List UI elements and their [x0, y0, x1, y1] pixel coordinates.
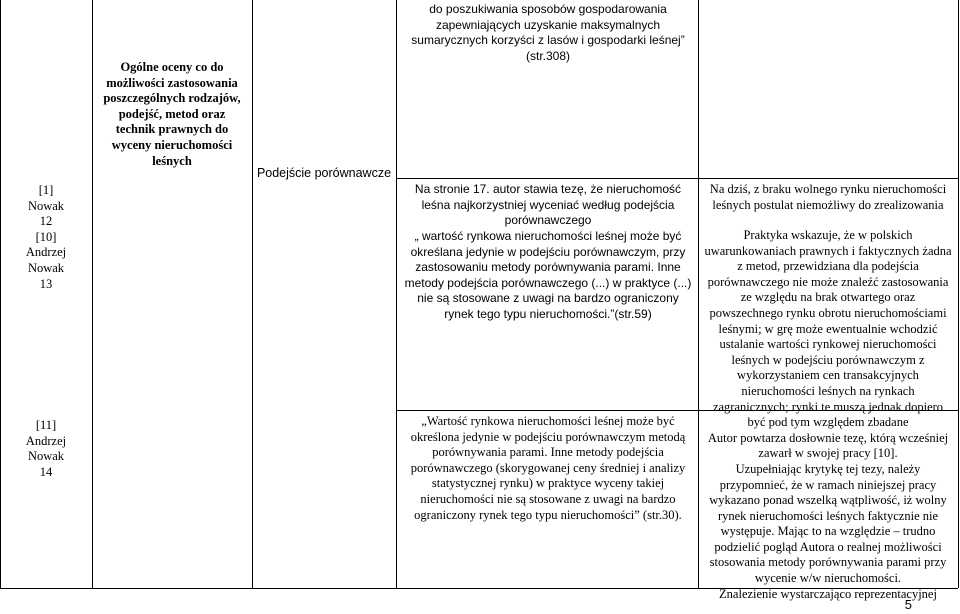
quote-bottom: „Wartość rynkowa nieruchomości leśnej może być określona jedynie w podejściu porównawczym metodą porównywania parami. Inne metody podejścia porównawczego (skorygowanej ceny średniej i analizy statystycznej rynku) w praktyce wyceny takiej nieruchomości nie są stosowane z uwagi na bardzo ograniczony rynek tego typu nieruchomości” (str.30).: [410, 414, 686, 522]
reference-line: [11]: [35, 418, 57, 432]
quote-middle: „ wartość rynkowa nieruchomości leśnej może być określana jedynie w podejściu porównawczym, przy zastosowaniu metody porównywania parami. Inne metody podejścia porównawczego (...) w praktyce (...) nie są stosowane z uwagi na bardzo ograniczony rynek tego typu nieruchomości.”(str.59): [404, 229, 692, 321]
table-column-divider: [698, 0, 699, 588]
table-border-left: [0, 0, 1, 588]
reference-line: Andrzej: [25, 433, 67, 448]
table-column-divider: [92, 0, 93, 588]
page-number: 5: [904, 597, 912, 612]
assessment-paragraph: Uzupełniając krytykę tej tezy, należy przypomnieć, że w ramach niniejszej pracy wykazano ponad wszelką wątpliwość, iż wolny rynek nieruchomości leśnych faktycznie nie występuje. Mając to na względzie – trudno podzielić pogląd Autora o realnej możliwości stosowania metody porównywania parami przy wycenie w/w nieruchomości.: [709, 461, 947, 586]
reference-line: [10]: [35, 229, 57, 244]
assessment-paragraph: Znalezienie wystarczająco reprezentacyjnej: [719, 586, 937, 601]
references-block-1: [4, 183, 88, 292]
table-row-divider: [396, 178, 958, 179]
table-column-divider: [252, 0, 253, 588]
reference-line: Andrzej: [25, 245, 67, 260]
reference-line: 14: [39, 464, 53, 479]
reference-line: [1]: [38, 183, 54, 197]
reference-line: 12: [39, 214, 53, 229]
general-assessment-heading: Ogólne oceny co do możliwości zastosowania poszczególnych rodzajów, podejść, metod oraz technik prawnych do wyceny nieruchomości leśnych: [103, 60, 241, 168]
assessment-paragraph: Praktyka wskazuje, że w polskich uwarunkowaniach prawnych i faktycznych żadna z metod, przewidziana dla podejścia porównawczego nie może znaleźć zastosowania ze względu na brak otwartego oraz powszechnego rynku obrotu nieruchomościami leśnymi; w grę może ewentualnie wchodzić ustalanie wartości rynkowej nieruchomości leśnych w podejściu porównawczym z wykorzystaniem cen transakcyjnych nieruchomości leśnych na rynkach zagranicznych; rynki te muszą jednak dopiero być pod tym względem zbadane: [704, 228, 952, 430]
reference-line: Nowak: [27, 449, 65, 464]
references-block-2: [4, 418, 88, 480]
comparative-approach-heading: Podejście porównawcze: [256, 166, 392, 180]
table-border-right: [958, 0, 959, 588]
reference-line: 13: [39, 276, 53, 291]
assessment-paragraph: Autor powtarza dosłownie tezę, którą wcześniej zawarł w swojej pracy [10].: [707, 430, 949, 461]
quote-top: do poszukiwania sposobów gospodarowania zapewniających uzyskanie maksymalnych sumarycznych korzyści z lasów i gospodarki leśnej” (str.308): [411, 2, 685, 63]
table-column-divider: [396, 0, 397, 588]
reference-line: Nowak: [27, 198, 65, 213]
assessment-bottom: [704, 228, 952, 602]
assessment-middle: Na dziś, z braku wolnego rynku nieruchomości leśnych postulat niemożliwy do zrealizowania: [709, 182, 947, 212]
reference-line: Nowak: [27, 260, 65, 275]
thesis-intro: Na stronie 17. autor stawia tezę, że nieruchomość leśna najkorzystniej wyceniać według podejścia porównawczego: [414, 182, 682, 227]
